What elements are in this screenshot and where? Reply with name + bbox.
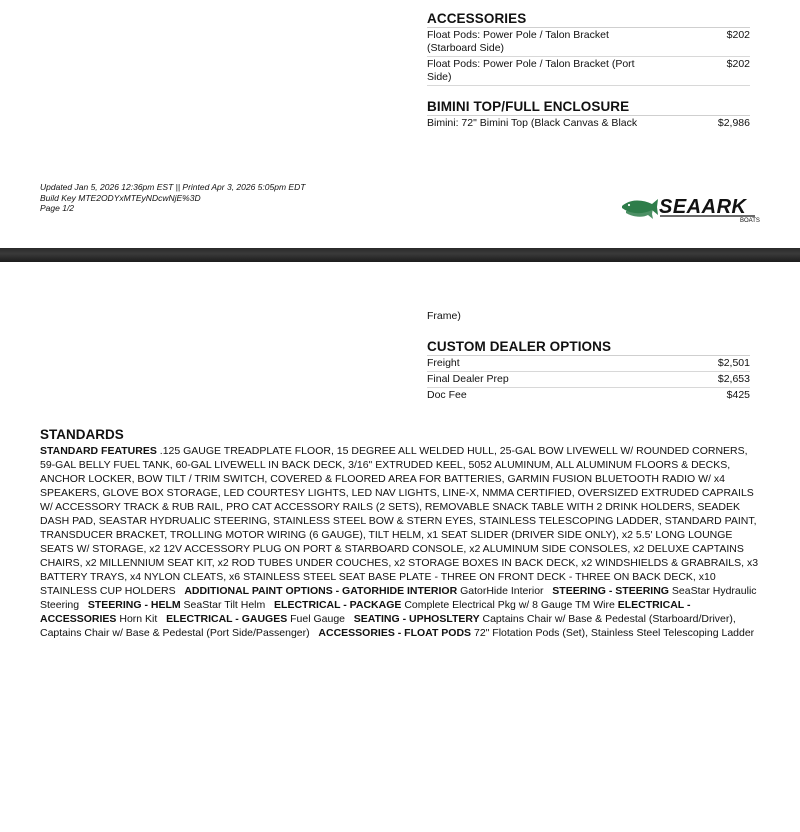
standards-text: SeaStar Tilt Helm [180, 599, 266, 611]
standards-label: ELECTRICAL - PACKAGE [274, 599, 402, 611]
standards-text: 72" Flotation Pods (Set), Stainless Steel Telescoping Ladder [471, 627, 755, 639]
dealer-option-price: $2,653 [717, 373, 750, 385]
dealer-options-title: CUSTOM DEALER OPTIONS [427, 339, 750, 356]
svg-text:BOATS: BOATS [740, 218, 760, 224]
standards-text: .125 GAUGE TREADPLATE FLOOR, 15 DEGREE ALL WELDED HULL, 25-GAL BOW LIVEWELL W/ ROUNDED CORNERS, 59-GAL BELLY FUEL TANK, 60-GAL LIVEWELL IN BACK DECK, 3/16" EXTRUDED KEEL, 5052 ALUMINUM, ALL ALUMINUM FLOORS & DECKS, ANCHOR LOCKER, BOW TILT / TRIM SWITCH, COVERED & FLOORED AREA FOR BATTERIES, GARMIN FUSION BLUETOOTH RADIO W/ x4 SPEAKERS, GLOVE BOX STORAGE, LED COURTESY LIGHTS, LED NAV LIGHTS, LINE-X, NMMA CERTIFIED, OVERSIZED EXTRUDED CAPRAILS W/ ACCESSORY TRACK & RUB RAIL, PRO CAT ACCESSORY RAILS (2 SETS), REMOVABLE SNACK TABLE WITH 2 DRINK HOLDERS, SEADEK DASH PAD, SEASTAR HYDRUALIC STEERING, STAINLESS STEEL BOW & STERN EYES, STAINLESS TELESCOPING LADDER, STANDARD PAINT, TRANSDUCER BRACKET, TROLLING MOTOR WIRING (6 GAUGE), TILT HELM, x1 SEAT SLIDER (DRIVER SIDE ONLY), x2 5.5' LONG LOUNGE SEATS W/ STORAGE, x2 12V ACCESSORY PLUG ON PORT & STARBOARD CONSOLE, x2 ALUMINUM SIDE CONSOLES, x2 DELUXE CAPTAINS CHAIRS, x2 MILLENNIUM SEAT KIT, x2 ROD TUBES UNDER COUCHES, x2 STORAGE BOXES IN BACK DECK, x2 WINDSHIELDS & GRABRAILS, x3 BATTERY TRAYS, x4 NYLON CLEATS, x6 STAINLESS STEEL SEAT BASE PLATE - THREE ON FRONT DECK - THREE ON BACK DECK, x10 STAINLESS CUP HOLDERS [40, 445, 759, 597]
dealer-option-name: Final Dealer Prep [427, 373, 509, 385]
dealer-option-name: Freight [427, 357, 460, 369]
dealer-options-section [427, 339, 750, 403]
page-separator [0, 248, 800, 262]
dealer-option-row [427, 356, 750, 372]
standards-section [40, 427, 760, 640]
standards-title: STANDARDS [40, 427, 124, 442]
accessory-price: $202 [726, 58, 750, 70]
standards-label: ACCESSORIES - FLOAT PODS [318, 627, 472, 639]
updated-timestamp: Updated Jan 5, 2026 12:36pm EST || Printed Apr 3, 2026 5:05pm EDT [40, 182, 306, 192]
standards-label: ELECTRICAL - GAUGES [166, 613, 288, 625]
fish-icon [622, 199, 658, 219]
standards-label: STANDARD FEATURES [40, 445, 157, 457]
build-key: Build Key MTE2ODYxMTEyNDcwNjE%3D [40, 192, 201, 203]
standards-text: Captains Chair w/ Base & Pedestal (Starboard/Driver), Captains Chair w/ Base & Pedestal (Port Side/Passenger) [40, 613, 736, 639]
accessory-row [427, 57, 750, 86]
standards-label: STEERING - HELM [87, 599, 181, 611]
bimini-name: Bimini: 72" Bimini Top (Black Canvas & Black [427, 117, 638, 129]
bimini-title: BIMINI TOP/FULL ENCLOSURE [427, 99, 750, 116]
dealer-option-price: $2,501 [717, 357, 750, 369]
standards-text: Fuel Gauge [287, 613, 346, 625]
bimini-section [427, 99, 750, 131]
standards-text: Horn Kit [116, 613, 158, 625]
bimini-price: $2,986 [717, 117, 750, 129]
accessory-price: $202 [726, 29, 750, 41]
accessory-name: Float Pods: Power Pole / Talon Bracket (Port Side) [427, 58, 635, 83]
document-page-1 [0, 0, 800, 248]
print-metadata [40, 182, 305, 214]
standards-label: ADDITIONAL PAINT OPTIONS - GATORHIDE INTERIOR [184, 585, 458, 597]
svg-text:SEAARK: SEAARK [659, 196, 747, 218]
accessory-row [427, 28, 750, 57]
page-number: Page 1/2 [40, 203, 75, 213]
standards-label: STEERING - STEERING [552, 585, 669, 597]
accessory-name: Float Pods: Power Pole / Talon Bracket (Starboard Side) [427, 29, 609, 54]
standards-text: GatorHide Interior [457, 585, 544, 597]
bimini-row [427, 116, 750, 131]
accessories-section [427, 11, 750, 86]
standards-body [40, 444, 760, 640]
document-page-2 [0, 262, 800, 832]
dealer-option-row [427, 388, 750, 403]
bimini-continuation: Frame) [427, 310, 461, 322]
standards-text: SeaStar Hydraulic Steering [40, 585, 757, 611]
dealer-option-price: $425 [726, 389, 750, 401]
dealer-option-name: Doc Fee [427, 389, 467, 401]
dealer-option-row [427, 372, 750, 388]
accessories-title: ACCESSORIES [427, 11, 750, 28]
seaark-logo [620, 190, 770, 224]
standards-text: Complete Electrical Pkg w/ 8 Gauge TM Wire [401, 599, 615, 611]
standards-label: ELECTRICAL - ACCESSORIES [40, 599, 691, 625]
standards-label: SEATING - UPHOSLTERY [353, 613, 480, 625]
